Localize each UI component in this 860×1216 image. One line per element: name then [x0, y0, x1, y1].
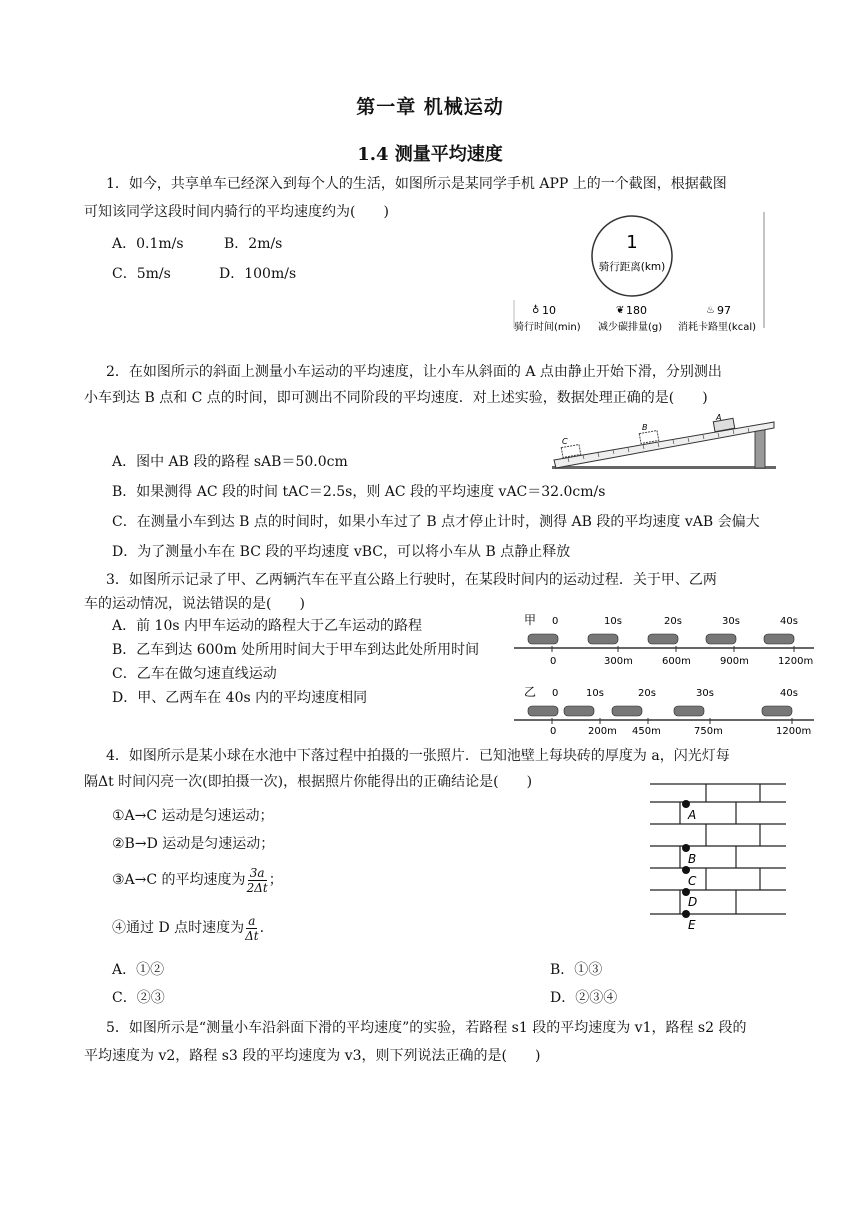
- q5-line1: 5．如图所示是“测量小车沿斜面下滑的平均速度”的实验，若路程 s1 段的平均速度为 v1，路程 s2 段的: [106, 1020, 747, 1036]
- svg-text:C: C: [688, 874, 697, 888]
- svg-text:30s: 30s: [696, 688, 714, 699]
- q4-statement-1: ①A→C 运动是匀速运动；: [112, 808, 274, 824]
- svg-text:C: C: [562, 437, 568, 446]
- q3-option-a: A．前 10s 内甲车运动的路程大于乙车运动的路程: [112, 618, 423, 634]
- distance-label: 骑行距离(km): [598, 261, 666, 273]
- q2-incline-figure: [548, 414, 780, 476]
- svg-text:750m: 750m: [694, 726, 723, 737]
- q4-option-d: D．②③④: [550, 990, 618, 1006]
- svg-text:450m: 450m: [632, 726, 661, 737]
- q4-statement-4: ④通过 D 点时速度为 a Δt .: [112, 913, 265, 943]
- carbon-label: 减少碳排量(g): [598, 322, 663, 333]
- q1-option-d: D．100m/s: [219, 266, 297, 282]
- q2-line1: 2．在如图所示的斜面上测量小车运动的平均速度，让小车从斜面的 A 点由静止开始下滑，分别测出: [106, 364, 722, 380]
- q4-line1: 4．如图所示是某小球在水池中下落过程中拍摄的一张照片．已知池壁上每块砖的厚度为 a，闪光灯每: [106, 748, 730, 764]
- cart-b: [639, 431, 658, 444]
- calorie-value: 97: [717, 304, 731, 317]
- q3-option-b: B．乙车到达 600m 处所用时间大于甲车到达此处所用时间: [112, 642, 480, 658]
- q1-app-figure: [512, 208, 768, 336]
- time-icon: ♁: [532, 305, 540, 316]
- point-b: [682, 844, 690, 852]
- q2-option-b: B．如果测得 AC 段的时间 tAC＝2.5s，则 AC 段的平均速度 vAC＝32.0cm/s: [112, 484, 606, 500]
- svg-text:600m: 600m: [662, 656, 691, 667]
- svg-text:0: 0: [550, 726, 557, 737]
- svg-text:E: E: [688, 918, 696, 932]
- point-c: [682, 866, 690, 874]
- q1-option-a: A．0.1m/s: [112, 236, 184, 252]
- q2-line2: 小车到达 B 点和 C 点的时间，即可测出不同阶段的平均速度．对上述实验，数据处理正确的是( ): [84, 390, 708, 406]
- q2-option-c: C．在测量小车到达 B 点的时间时，如果小车过了 B 点才停止计时，测得 AB 段的平均速度 vAB 会偏大: [112, 514, 760, 530]
- jia-cars: [528, 634, 794, 644]
- q1-option-b: B．2m/s: [224, 236, 283, 252]
- svg-text:A: A: [688, 808, 697, 822]
- svg-text:40s: 40s: [780, 616, 798, 627]
- svg-text:40s: 40s: [780, 688, 798, 699]
- svg-text:0: 0: [552, 688, 559, 699]
- distance-value: 1: [626, 232, 638, 253]
- chapter-title: 第一章 机械运动: [356, 96, 504, 118]
- svg-text:A: A: [716, 414, 722, 422]
- svg-text:0: 0: [552, 616, 559, 627]
- svg-text:1200m: 1200m: [778, 656, 814, 667]
- q1-line2: 可知该同学这段时间内骑行的平均速度约为( ): [84, 204, 389, 220]
- svg-text:300m: 300m: [604, 656, 633, 667]
- jia-label: 甲: [524, 613, 537, 627]
- q3-cars-figure: [514, 608, 814, 738]
- q4-option-b: B．①③: [550, 962, 603, 978]
- leaf-icon: ❦: [616, 305, 625, 316]
- q4-line2: 隔Δt 时间闪亮一次(即拍摄一次)，根据照片你能得出的正确结论是( ): [84, 774, 533, 790]
- q3-line1: 3．如图所示记录了甲、乙两辆汽车在平直公路上行驶时，在某段时间内的运动过程．关于甲、乙两: [106, 572, 717, 588]
- point-a: [682, 800, 690, 808]
- section-title: 1.4 测量平均速度: [357, 144, 503, 165]
- yi-label: 乙: [524, 685, 537, 699]
- q4-statement-2: ②B→D 运动是匀速运动；: [112, 836, 275, 852]
- svg-text:D: D: [688, 895, 698, 909]
- q4-brick-wall-figure: [650, 782, 790, 932]
- yi-cars: [528, 706, 792, 716]
- q3-option-d: D．甲、乙两车在 40s 内的平均速度相同: [112, 690, 368, 706]
- distance-ring: [592, 216, 672, 296]
- time-label: 骑行时间(min): [514, 322, 581, 333]
- q2-option-a: A．图中 AB 段的路程 sAB＝50.0cm: [112, 454, 348, 470]
- calorie-label: 消耗卡路里(kcal): [678, 322, 756, 333]
- svg-text:10s: 10s: [604, 616, 622, 627]
- svg-text:30s: 30s: [722, 616, 740, 627]
- svg-text:900m: 900m: [720, 656, 749, 667]
- q4-statement-3: ③A→C 的平均速度为 3a 2Δt ；: [112, 865, 283, 895]
- svg-text:20s: 20s: [664, 616, 682, 627]
- q3-option-c: C．乙车在做匀速直线运动: [112, 666, 277, 682]
- svg-text:B: B: [642, 423, 648, 432]
- svg-text:B: B: [688, 852, 697, 866]
- point-e: [682, 910, 690, 918]
- q4-option-a: A．①②: [112, 962, 165, 978]
- svg-text:200m: 200m: [588, 726, 617, 737]
- q1-line1: 1．如今，共享单车已经深入到每个人的生活，如图所示是某同学手机 APP 上的一个截图，根据截图: [106, 176, 727, 192]
- svg-text:20s: 20s: [638, 688, 656, 699]
- time-value: 10: [542, 304, 556, 317]
- svg-text:1200m: 1200m: [776, 726, 812, 737]
- q5-line2: 平均速度为 v2，路程 s3 段的平均速度为 v3，则下列说法正确的是( ): [84, 1048, 541, 1064]
- flame-icon: ♨: [706, 305, 715, 316]
- incline-ruler: [554, 422, 774, 468]
- q1-option-c: C．5m/s: [112, 266, 171, 282]
- q3-line2: 车的运动情况，说法错误的是( ): [84, 596, 305, 612]
- q2-option-d: D．为了测量小车在 BC 段的平均速度 vBC，可以将小车从 B 点静止释放: [112, 544, 571, 560]
- carbon-value: 180: [626, 304, 647, 317]
- svg-text:0: 0: [550, 656, 557, 667]
- svg-text:10s: 10s: [586, 688, 604, 699]
- q4-option-c: C．②③: [112, 990, 165, 1006]
